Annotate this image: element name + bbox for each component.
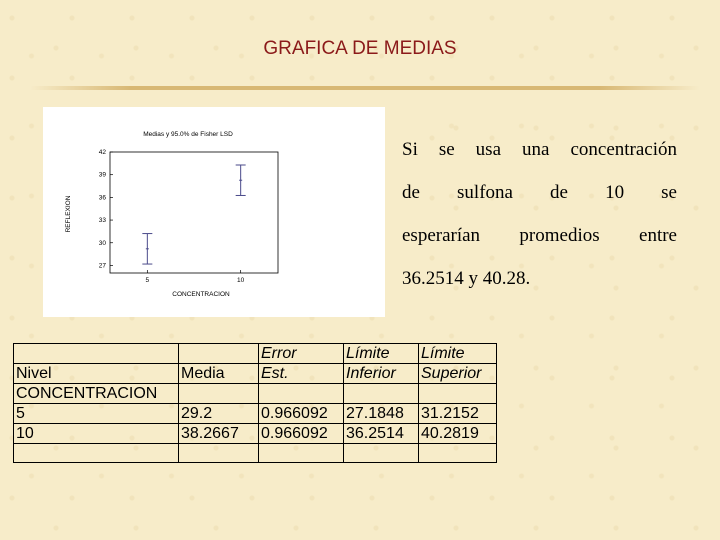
- y-tick-label: 42: [98, 149, 106, 156]
- means-chart: [43, 107, 385, 317]
- table-cell: 38.2667: [179, 424, 259, 444]
- table-header-cell: Inferior: [344, 364, 419, 384]
- table-header-row: [14, 364, 497, 384]
- table-header-cell: [179, 384, 259, 404]
- table-header-cell: Superior: [419, 364, 497, 384]
- table-row-empty: [14, 444, 497, 463]
- table-header-cell: [14, 344, 179, 364]
- table-header-row: [14, 344, 497, 364]
- table-cell: 5: [14, 404, 179, 424]
- y-tick-label: 39: [98, 171, 106, 179]
- table-cell: 31.2152: [419, 404, 497, 424]
- y-tick-label: 27: [98, 262, 106, 270]
- table-cell: 0.966092: [259, 404, 344, 424]
- table-row: [14, 404, 497, 424]
- table-row: [14, 424, 497, 444]
- table-header-cell: [179, 344, 259, 364]
- table-cell: 27.1848: [344, 404, 419, 424]
- y-axis-ticks: [99, 149, 113, 269]
- x-tick-label: 5: [145, 277, 150, 284]
- chart-svg: [43, 107, 385, 317]
- table-cell: [179, 444, 259, 463]
- y-tick-label: 30: [98, 239, 106, 247]
- table-header-cell: Media: [179, 364, 259, 384]
- y-axis-label: REFLEXION: [65, 195, 72, 233]
- table-header-cell: [344, 384, 419, 404]
- explanation-line-3: esperarían promedios entre: [402, 225, 677, 246]
- table-cell: [419, 444, 497, 463]
- table-header-cell: Error: [259, 344, 344, 364]
- explanation-line-1: Si se usa una concentración: [402, 139, 677, 160]
- table-header-cell: Nivel: [14, 364, 179, 384]
- y-tick-label: 36: [98, 194, 106, 202]
- explanation-paragraph: [402, 128, 677, 300]
- explanation-line-2: de sulfona de 10 se: [402, 182, 677, 203]
- plot-frame: [110, 152, 278, 273]
- table-header-cell: Límite: [419, 344, 497, 364]
- table-cell: [14, 444, 179, 463]
- explanation-line-4: 36.2514 y 40.28.: [402, 268, 531, 289]
- chart-title: Medias y 95.0% de Fisher LSD: [143, 131, 233, 138]
- table-cell: 40.2819: [419, 424, 497, 444]
- title-divider: [30, 86, 700, 90]
- means-table: [13, 343, 497, 463]
- y-tick-label: 33: [98, 217, 106, 225]
- x-tick-label: 10: [237, 277, 245, 284]
- table-header-cell: CONCENTRACION: [14, 384, 179, 404]
- table-cell: 0.966092: [259, 424, 344, 444]
- table-cell: [259, 444, 344, 463]
- table-header-cell: [419, 384, 497, 404]
- slide-title: GRAFICA DE MEDIAS: [263, 38, 457, 59]
- table-header-row: [14, 384, 497, 404]
- table-header-cell: Est.: [259, 364, 344, 384]
- interval-marks: [142, 165, 245, 264]
- x-axis-ticks: [146, 270, 245, 284]
- x-axis-label: CONCENTRACION: [172, 291, 230, 298]
- table-cell: 36.2514: [344, 424, 419, 444]
- table-cell: 10: [14, 424, 179, 444]
- table-header-cell: Límite: [344, 344, 419, 364]
- table-cell: [344, 444, 419, 463]
- table-header-cell: [259, 384, 344, 404]
- table-cell: 29.2: [179, 404, 259, 424]
